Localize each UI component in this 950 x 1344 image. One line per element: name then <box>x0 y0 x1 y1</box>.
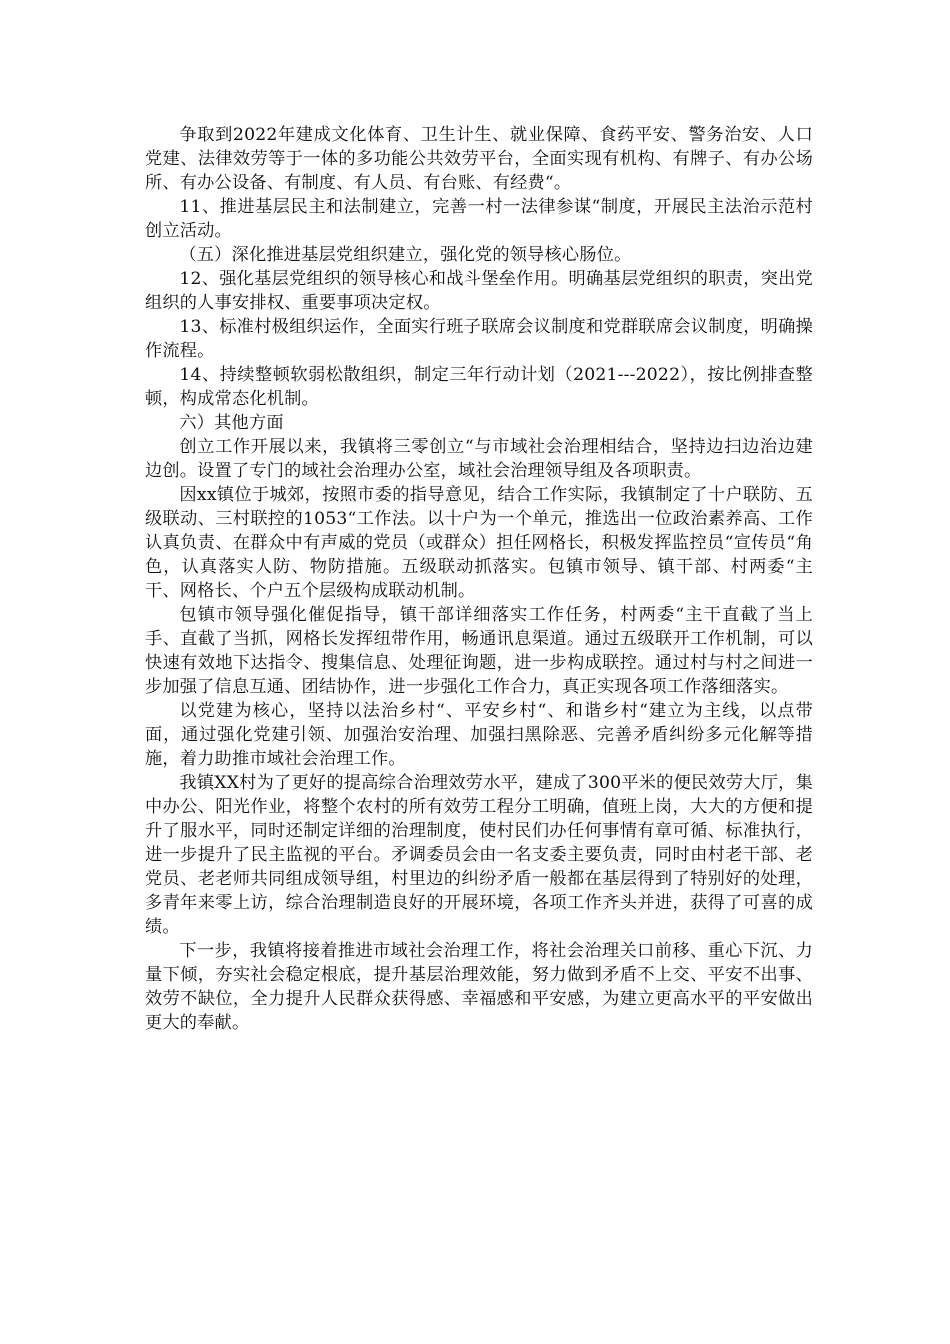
paragraph: 以党建为核心，坚持以法治乡村“、平安乡村“、和谐乡村“建立为主线，以点带面，通过强化党建引领、加强治安治理、加强扫黑除恶、完善矛盾纠纷多元化解等措施，着力助推市域社会治理工作。 <box>145 701 813 769</box>
paragraph: 11、推进基层民主和法制建立，完善一村一法律参谋“制度，开展民主法治示范村创立活动。 <box>145 197 813 241</box>
section-heading: 六）其他方面 <box>179 413 284 433</box>
paragraph: 包镇市领导强化催促指导，镇干部详细落实工作任务，村两委“主干直截了当上手、直截了当抓，网格长发挥纽带作用，畅通讯息渠道。通过五级联开工作机制，可以快速有效地下达指令、搜集信息、处理征询题，进一步构成联控。通过村与村之间进一步加强了信息互通、团结协作，进一步强化工作合力，真正实现各项工作落细落实。 <box>145 605 813 697</box>
paragraph: 争取到2022年建成文化体育、卫生计生、就业保障、食药平安、警务治安、人口党建、法律效劳等于一体的多功能公共效劳平台，全面实现有机构、有牌子、有办公场所、有办公设备、有制度、有人员、有台账、有经费“。 <box>145 125 813 193</box>
paragraph: 下一步，我镇将接着推进市域社会治理工作，将社会治理关口前移、重心下沉、力量下倾，夯实社会稳定根底，提升基层治理效能，努力做到矛盾不上交、平安不出事、效劳不缺位，全力提升人民群众获得感、幸福感和平安感，为建立更高水平的平安做出更大的奉献。 <box>145 941 813 1033</box>
paragraph: 创立工作开展以来，我镇将三零创立“与市域社会治理相结合，坚持边扫边治边建边创。设置了专门的域社会治理办公室，域社会治理领导组及各项职责。 <box>145 437 813 481</box>
paragraph: 13、标准村极组织运作，全面实行班子联席会议制度和党群联席会议制度，明确操作流程。 <box>145 317 813 361</box>
paragraph: 12、强化基层党组织的领导核心和战斗堡垒作用。明确基层党组织的职责，突出党组织的人事安排权、重要事项决定权。 <box>145 269 813 313</box>
paragraph: 14、持续整顿软弱松散组织，制定三年行动计划（2021---2022），按比例排查整顿，构成常态化机制。 <box>145 365 813 409</box>
section-heading: （五）深化推进基层党组织建立，强化党的领导核心肠位。 <box>179 245 632 265</box>
paragraph: 我镇XX村为了更好的提高综合治理效劳水平，建成了300平米的便民效劳大厅，集中办公、阳光作业，将整个农村的所有效劳工程分工明确，值班上岗，大大的方便和提升了服水平，同时还制定详细的治理制度，使村民们办任何事情有章可循、标准执行，进一步提升了民主监视的平台。矛调委员会由一名支委主要负责，同时由村老干部、老党员、老老师共同组成领导组，村里边的纠纷矛盾一般都在基层得到了特别好的处理，多青年来零上访，综合治理制造良好的开展环境，各项工作齐头并进，获得了可喜的成绩。 <box>145 773 813 937</box>
document-body <box>145 123 813 1035</box>
paragraph: 因xx镇位于城郊，按照市委的指导意见，结合工作实际，我镇制定了十户联防、五级联动、三村联控的1053“工作法。以十户为一个单元，推选出一位政治素养高、工作认真负责、在群众中有声威的党员（或群众）担任网格长，积极发挥监控员“宣传员“角色，认真落实人防、物防措施。五级联动抓落实。包镇市领导、镇干部、村两委“主干、网格长、个户五个层级构成联动机制。 <box>145 485 813 601</box>
